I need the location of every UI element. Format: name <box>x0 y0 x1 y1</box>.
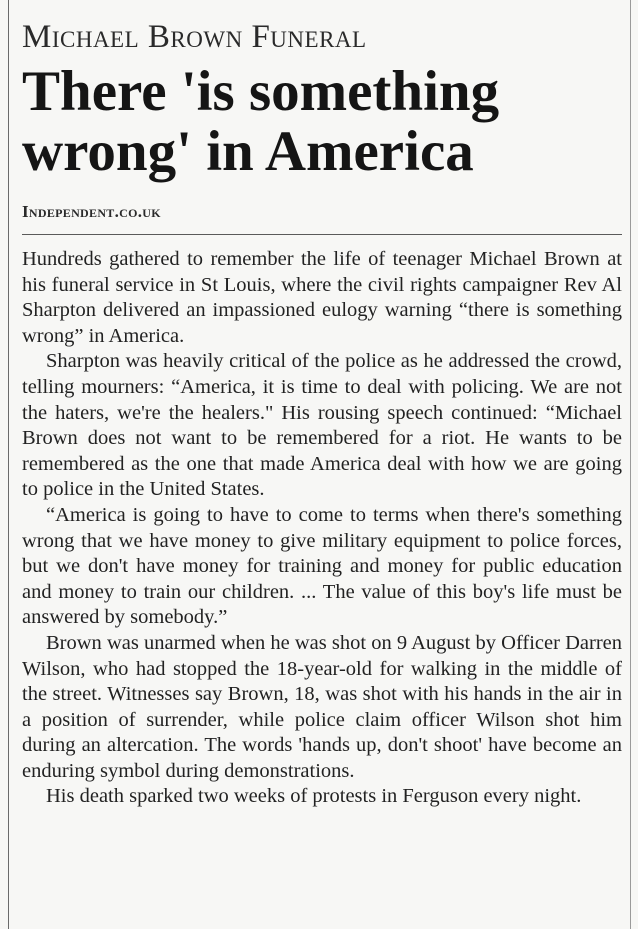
article-paragraph: Sharpton was heavily critical of the police as he addressed the crowd, telling mourners: “America, it is time to deal with policing. We are not the haters, we're the healers." His rousing speech continued: “Michael Brown does not want to be remembered for a riot. He wants to be remembered as the one that made America deal with how we are going to police in the United States. <box>22 350 622 501</box>
article-paragraph: Brown was unarmed when he was shot on 9 August by Officer Darren Wilson, who had stopped the 18-year-old for walking in the middle of the street. Witnesses say Brown, 18, was shot with his hands in the air in a position of surrender, while police claim officer Wilson shot him during an altercation. The words 'hands up, don't shoot' have become an enduring symbol during demonstrations. <box>22 631 622 782</box>
article-headline: There 'is something wrong' in America <box>22 60 500 183</box>
article-kicker: Michael Brown Funeral <box>22 19 367 55</box>
article-source: Independent.co.uk <box>22 202 161 221</box>
article-paragraph: Hundreds gathered to remember the life of teenager Michael Brown at his funeral service in St Louis, where the civil rights campaigner Rev Al Sharpton delivered an impassioned eulogy warning “there is something wrong” in America. <box>22 248 622 347</box>
article-paragraph: “America is going to have to come to terms when there's something wrong that we have money to give military equipment to police forces, but we don't have money for training and money for public education and money to train our children. ... The value of this boy's life must be answered by somebody.” <box>22 503 622 629</box>
column-rule-right <box>630 0 631 929</box>
column-rule-left <box>8 0 9 929</box>
headline-divider <box>22 234 622 235</box>
news-article <box>22 18 622 810</box>
article-paragraph: His death sparked two weeks of protests in Ferguson every night. <box>46 785 582 808</box>
article-body <box>22 247 622 810</box>
